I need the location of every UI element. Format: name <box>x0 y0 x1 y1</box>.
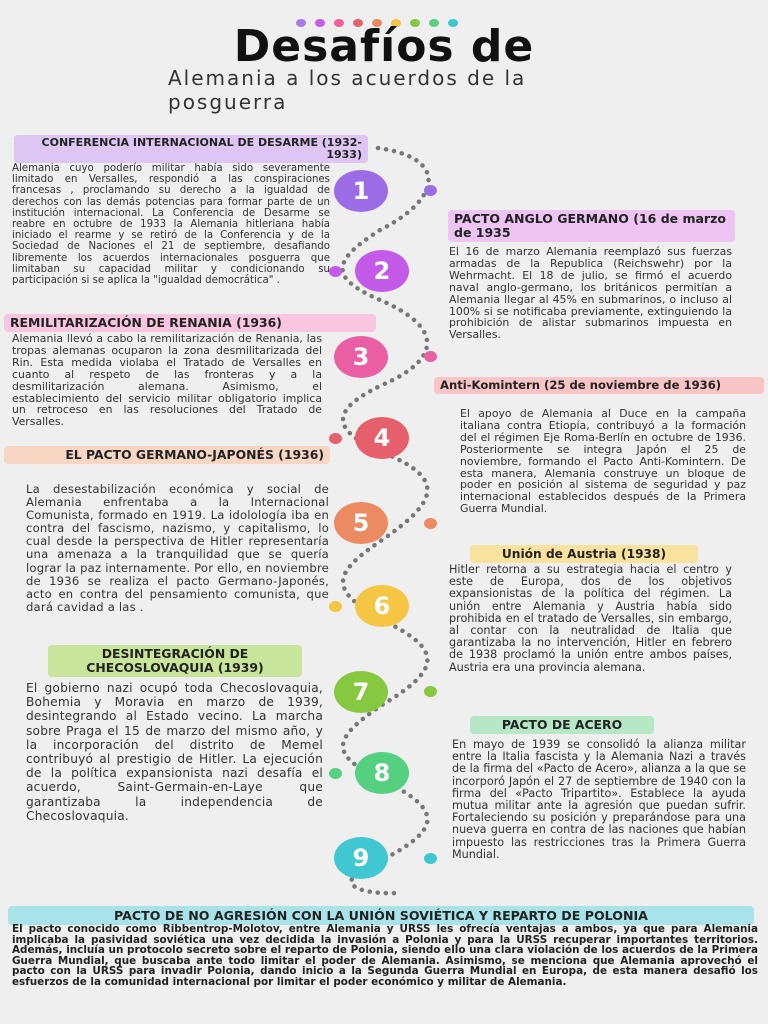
timeline-step-5: 5 <box>334 502 388 544</box>
section-9-text: El pacto conocido como Ribbentrop-Molotov, entre Alemania y URSS les ofrecía ventajas a ambos, ya que para Alemania implicaba la pasividad soviética una vez decidida la invasión a Polonia y para la URSS recuperar importantes territorios. Además, incluía un protocolo secreto sobre el reparto de Polonia, siendo ello una clara violación de los acuerdos de la Primera Guerra Mundial, que buscaba ante todo limitar el poder de Alemania. Asimismo, se menciona que Alemania aprovechó el pacto con la URSS para invadir Polonia, dando inicio a la Segunda Guerra Mundial en Europa, de esta manera desafió los esfuerzos de la comunidad internacional por limitar el poder económico y militar de Alemania. <box>12 923 758 988</box>
timeline-step-3: 3 <box>334 336 388 378</box>
section-3-title: REMILITARIZACIÓN DE RENANIA (1936) <box>4 314 376 332</box>
section-3-text: Alemania llevó a cabo la remilitarización de Renania, las tropas alemanas ocuparon la zona desmilitarizada del Rin. Esta medida violaba el Tratado de Versalles en cuanto al respeto de las fronteras y a la desmilitarización alemana. Asimismo, el establecimiento del servicio militar obligatorio implica un retroceso en las resoluciones del Tratado de Versalles. <box>12 332 322 429</box>
section-6-text: Hitler retorna a su estrategia hacia el centro y este de Europa, dos de los objetivos expansionistas de la política del régimen. La unión entre Alemania y Austria había sido prohibida en el tratado de Versalles, sin embargo, al contar con la neutralidad de Italia que garantizaba la no intervención, Hitler en febrero de 1938 proclamó la unión entre ambos países, Austria era una provincia alemana. <box>449 563 732 674</box>
page-subtitle: Alemania a los acuerdos de la posguerra <box>168 66 527 114</box>
section-2-title: PACTO ANGLO GERMANO (16 de marzo de 1935 <box>448 210 735 242</box>
connector-dot <box>329 768 342 779</box>
timeline-step-8: 8 <box>355 752 409 794</box>
connector-dot <box>424 185 437 196</box>
connector-dot <box>424 351 437 362</box>
section-4-title: Anti-Komintern (25 de noviembre de 1936) <box>434 377 764 394</box>
section-1-title: CONFERENCIA INTERNACIONAL DE DESARME (1932-1933) <box>14 135 368 163</box>
timeline-step-1: 1 <box>334 170 388 212</box>
section-7-title: DESINTEGRACIÓN DE CHECOSLOVAQUIA (1939) <box>48 645 302 677</box>
section-5-text: La desestabilización económica y social de Alemania enfrentaba a la Internacional Comunista, formado en 1919. La idolología iba en contra del fascismo, nazismo, y capitalismo, lo cual desde la perspectiva de Hitler representaría una amenaza a la tranquilidad que se quería lograr la paz internamente. Por ello, en noviembre de 1936 se realiza el pacto Germano-Japonés, acto en contra del pensamiento comunista, que dará cavidad a las . <box>26 482 329 614</box>
connector-dot <box>424 853 437 864</box>
section-8-title: PACTO DE ACERO <box>470 716 654 734</box>
section-1-text: Alemania cuyo poderío militar había sido severamente limitado en Versalles, respondió a las conspiraciones francesas , proclamando su derecho a la igualdad de derechos con las demás potencias para formar parte de un institución internacional. La Conferencia de Desarme se reabre en octubre de 1933 la Alemania hitleriana había iniciado el rearme y se retiró de la Conferencia y de la Sociedad de Naciones el 21 de septiembre, desafiando libremente los acuerdos internacionales posguerra que limitaban su capacidad militar y condicionando su participación si se aplica la "igualdad democrática" . <box>12 163 330 287</box>
connector-dot <box>329 266 342 277</box>
connector-dot <box>424 518 437 529</box>
timeline-step-4: 4 <box>355 417 409 459</box>
section-8-text: En mayo de 1939 se consolidó la alianza militar entre la Italia fascista y la Alemania Nazi a través de la firma del «Pacto de Acero», alianza a la que se incorporó Japón el 27 de septiembre de 1940 con la firma del «Pacto Tripartito». Establece la ayuda mutua militar ante la agresión que puedan sufrir. Fortaleciendo su posición y preparándose para una nueva guerra en contra de las naciones que habían impuesto las restricciones tras la Primera Guerra Mundial. <box>452 738 746 861</box>
section-2-text: El 16 de marzo Alemania reemplazó sus fuerzas armadas de la Republica (Reichswehr) por la Wehrmacht. El 18 de julio, se firmó el acuerdo naval anglo-germano, los británicos permitían a Alemania llegar al 45% en submarinos, o incluso al 100% si se notificaba previamente, extinguiendo la prohibición de alistar submarinos impuesta en Versalles. <box>449 245 732 342</box>
connector-dot <box>329 601 342 612</box>
connector-dot <box>329 433 342 444</box>
section-5-title: EL PACTO GERMANO-JAPONÉS (1936) <box>4 446 330 464</box>
timeline-step-2: 2 <box>355 250 409 292</box>
section-7-text: El gobierno nazi ocupó toda Checoslovaquia, Bohemia y Moravia en marzo de 1939, desintegrando al Estado vecino. La marcha sobre Praga el 15 de marzo del mismo año, y la incorporación del distrito de Memel contribuyó al prestigio de Hitler. La ejecución de la política expansionista nazi desafía el acuerdo, Saint-Germain-en-Laye que garantizaba la independencia de Checoslovaquia. <box>26 681 323 823</box>
page-title: Desafíos de <box>233 21 535 72</box>
connector-dot <box>424 686 437 697</box>
section-9-title: PACTO DE NO AGRESIÓN CON LA UNIÓN SOVIÉTICA Y REPARTO DE POLONIA <box>8 906 754 925</box>
timeline-step-7: 7 <box>334 671 388 713</box>
timeline-step-6: 6 <box>355 585 409 627</box>
section-4-text: El apoyo de Alemania al Duce en la campaña italiana contra Etiopía, contribuyó a la formación del el régimen Eje Roma-Berlín en octubre de 1936. Posteriormente se integra Japón el 25 de noviembre, formando el Pacto Anti-Komintern. De esta manera, Alemania construye un bloque de poder en posición al sistema de seguridad y paz internacional establecidos después de la Primera Guerra Mundial. <box>460 407 746 516</box>
timeline-step-9: 9 <box>334 837 388 879</box>
section-6-title: Unión de Austria (1938) <box>470 545 698 563</box>
